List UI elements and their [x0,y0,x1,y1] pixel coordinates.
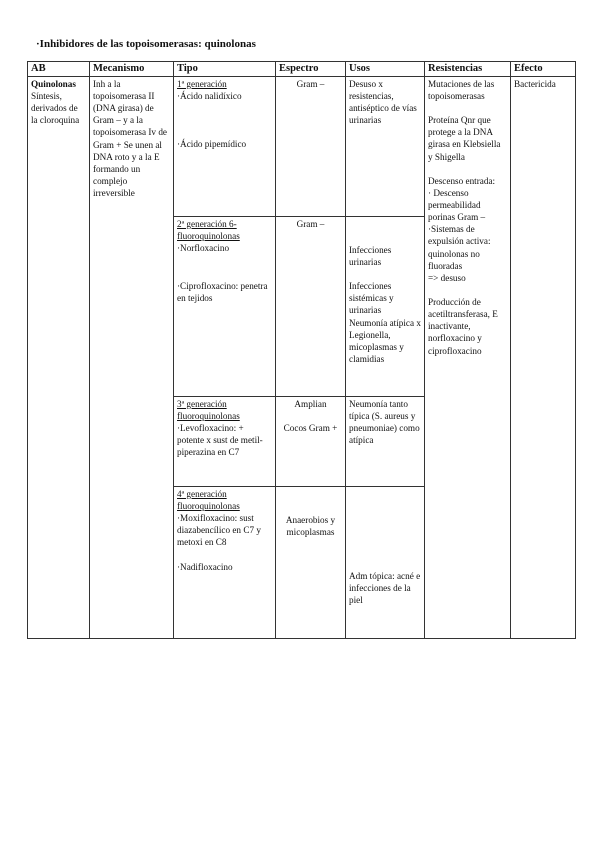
gen4-usos-cell [346,486,425,638]
gen2-usos-urinarias: Infecciones urinarias [349,244,392,267]
gen4-espectro-cell [276,486,346,638]
efecto-cell: Bactericida [511,76,576,638]
gen1-drug-pipemidico: ·Ácido pipemídico [177,139,247,150]
gen4-drug-nadifloxacino: ·Nadifloxacino [177,561,233,572]
header-usos: Usos [346,62,425,77]
gen2-drug-ciprofloxacino: ·Ciprofloxacino: penetra en tejidos [177,281,268,304]
resistencia-mutaciones: Mutaciones de las topoisomerasas [428,78,495,101]
gen3-espectro-cocos: Cocos Gram + [283,423,338,433]
gen3-tipo-cell [174,396,276,486]
resistencia-qnr: Proteína Qnr que protege a la DNA girasa en Klebsiella y Shigella [428,115,501,162]
header-row [28,62,576,77]
gen2-usos-sistemicas: Infecciones sistémicas y urinarias Neumonía atípica x Legionella, micoplasmas y clamidias [349,281,421,364]
gen4-espectro-text: Anaerobios y micoplasmas [285,514,336,537]
resistencias-cell [425,76,511,638]
gen3-drug-levofloxacino: ·Levofloxacino: + potente x sust de metil-piperazina en C7 [177,423,263,458]
gen1-usos-cell: Desuso x resistencias, antiséptico de vías urinarias [346,76,425,216]
resistencia-entrada: Descenso entrada: [428,175,496,186]
gen1-drug-nalidixico: ·Ácido nalidíxico [177,91,242,101]
gen4-drug-moxifloxacino: ·Moxifloxacino: sust diazabencílico en C7 y metoxi en C8 [177,513,261,548]
gen2-header: 2ª generación 6-fluoroquinolonas [177,218,240,241]
gen3-usos-cell: Neumonía tanto típica (S. aureus y pneumoniae) como atípica [346,396,425,486]
gen4-header: 4ª generación fluoroquinolonas [177,488,240,511]
resistencia-acetiltransferasa: Producción de acetiltransferasa, E inactivante, norfloxacino y ciprofloxacino [428,296,498,356]
gen4-tipo-cell [174,486,276,638]
gen2-espectro-cell: Gram – [276,216,346,396]
gen3-header: 3ª generación fluoroquinolonas [177,398,240,421]
mecanismo-cell: Inh a la topoisomerasa II (DNA girasa) de Gram – y a la topoisomerasa Iv de Gram + Se unen al DNA roto y a la E formando un complejo irreversible [90,76,174,638]
gen2-usos-cell [346,216,425,396]
gen1-espectro-cell: Gram – [276,76,346,216]
ab-cell [28,76,90,638]
gen3-espectro-amplian: Amplian [294,398,327,409]
gen3-espectro-cell [276,396,346,486]
gen2-drug-norfloxacino: ·Norfloxacino [177,243,230,254]
gen4-usos-text: Adm tópica: acné e infecciones de la piel [349,570,421,606]
header-resistencias: Resistencias [425,62,511,77]
page-title: ·Inhibidores de las topoisomerasas: quinolonas [36,38,256,50]
header-mecanismo: Mecanismo [90,62,174,77]
gen1-tipo-cell [174,76,276,216]
resistencia-expulsion: ·Sistemas de expulsión activa: quinolonas no fluoradas [428,224,491,271]
resistencia-porinas: · Descenso permeabilidad porinas Gram – [428,187,486,223]
resistencia-desuso: => desuso [428,272,466,283]
header-efecto: Efecto [511,62,576,77]
header-tipo: Tipo [174,62,276,77]
gen1-header: 1ª generación [177,78,227,89]
header-ab: AB [28,62,90,77]
header-espectro: Espectro [276,62,346,77]
ab-description: Síntesis, derivados de la cloroquina [31,91,80,126]
gen2-tipo-cell [174,216,276,396]
ab-name: Quinolonas [31,78,76,89]
quinolonas-table [27,61,576,639]
gen1-row [28,76,576,216]
